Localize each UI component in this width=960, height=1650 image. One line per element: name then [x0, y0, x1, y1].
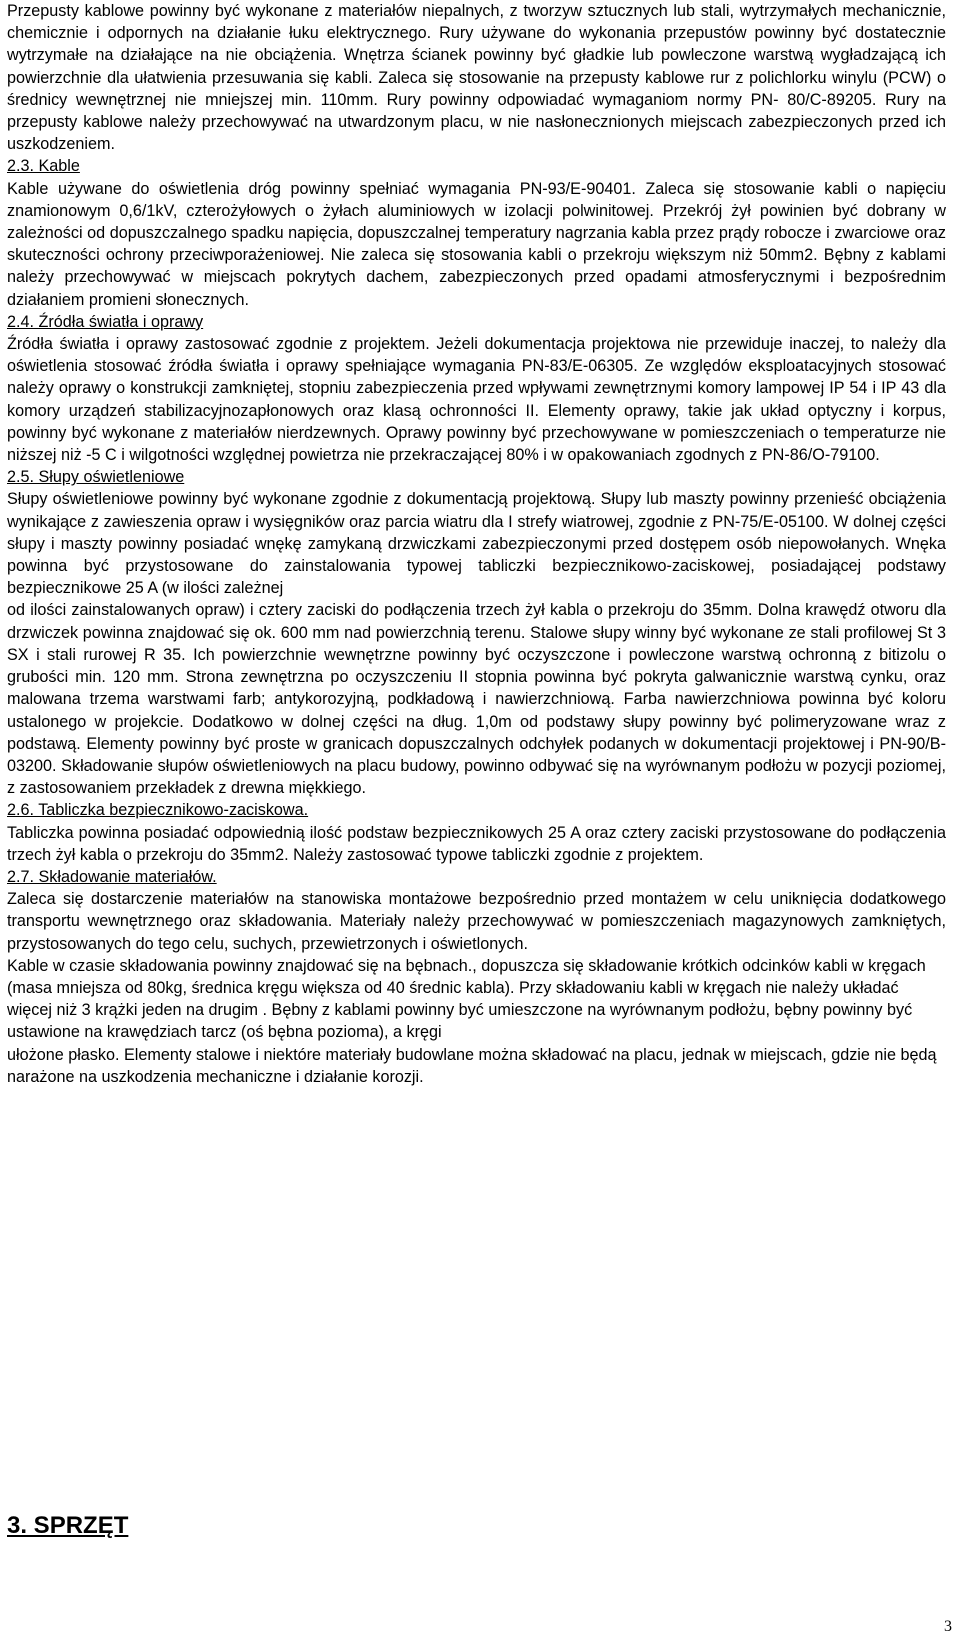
section-heading-kable: 2.3. Kable — [7, 157, 80, 176]
paragraph-skladowanie-2: Kable w czasie składowania powinny znajdować się na bębnach., dopuszcza się składowanie krótkich odcinków kabli w kręgach (masa mniejsza od 80kg, średnica kręgu większa od 40 średnic kabla). Przy składowaniu kabli w kręgach nie należy układać więcej niż 3 krążki jeden na drugim . Bębny z kablami powinny być umieszczone na wyrównanym podłożu, bębny powinny być ustawione na krawędziach tarcz (oś bębna pozioma), a kręgi — [7, 956, 926, 1042]
paragraph-slupy-2: od ilości zainstalowanych opraw) i cztery zaciski do podłączenia trzech żył kabla o przekroju do 35mm. Dolna krawędź otworu dla drzwiczek powinna znajdować się ok. 600 mm nad powierzchnią terenu. Stalowe słupy winny być wykonane ze stali profilowej St 3 SX i stali rurowej R 35. Ich powierzchnie wewnętrzne powinny być oczyszczone i powleczone warstwą ochronną z bitizolu o grubości min. 120 mm. Strona zewnętrzna po oczyszczeniu II stopnia powinna być pokryta galwanicznie warstwą cynku, oraz malowana trzema warstwami farb; antykorozyjną, podkładową i nawierzchniową. Farba nawierzchniowa powinna być koloru ustalonego w projekcie. Dodatkowo w dolnej części na dług. 1,0m od podstawy słupy powinny być polimeryzowane wraz z podstawą. Elementy powinny być proste w granicach dopuszczalnych odchyłek podanych w dokumentacji projektowej i PN-90/B-03200. Składowanie słupów oświetleniowych na placu budowy, powinno odbywać się na wyrównanym podłożu w pozycji poziomej, z zastosowaniem przekładek z drewna miękkiego. — [7, 601, 946, 798]
section-heading-slupy: 2.5. Słupy oświetleniowe — [7, 468, 185, 487]
paragraph-tabliczka: Tabliczka powinna posiadać odpowiednią ilość podstaw bezpiecznikowych 25 A oraz cztery zaciski przystosowane do podłączenia trzech żył kabla o przekroju do 35mm2. Należy zastosować typowe tabliczki zgodnie z projektem. — [7, 823, 946, 864]
document-body — [7, 0, 946, 1088]
paragraph-skladowanie-1: Zaleca się dostarczenie materiałów na stanowiska montażowe bezpośrednio przed montażem w celu uniknięcia dodatkowego transportu wewnętrznego oraz składowania. Materiały należy przechowywać w pomieszczeniach magazynowych zamkniętych, przystosowanych do tego celu, suchych, przewietrzonych i oświetlonych. — [7, 890, 946, 953]
section-heading-tabliczka: 2.6. Tabliczka bezpiecznikowo-zaciskowa. — [7, 801, 309, 820]
chapter-heading: 3. SPRZĘT — [7, 1512, 129, 1539]
page-number: 3 — [944, 1618, 952, 1635]
paragraph-przepusty: Przepusty kablowe powinny być wykonane z materiałów niepalnych, z tworzyw sztucznych lub stali, wytrzymałych mechanicznie, chemicznie i odpornych na działanie łuku elektrycznego. Rury używane do wykonania przepustów powinny być dostatecznie wytrzymałe na działające na nie obciążenia. Wnętrza ścianek powinny być gładkie lub powleczone warstwą wygładzającą ich powierzchnie dla ułatwienia przesuwania się kabli. Zaleca się stosowanie na przepusty kablowe rur z polichlorku winylu (PCW) o średnicy wewnętrznej nie mniejszej min. 110mm. Rury powinny odpowiadać wymaganiom normy PN- 80/C-89205. Rury na przepusty kablowe należy przechowywać na utwardzonym placu, w nie nasłonecznionych miejscach zabezpieczonych przed ich uszkodzeniem. — [7, 2, 946, 154]
paragraph-zrodla-swiatla: Źródła światła i oprawy zastosować zgodnie z projektem. Jeżeli dokumentacja projektowa nie przewiduje inaczej, to należy dla oświetlenia stosować źródła światła i oprawy spełniające wymagania PN-83/E-06305. Ze względów eksploatacyjnych stosować należy oprawy o konstrukcji zamkniętej, stopniu zabezpieczenia przed wpływami zewnętrznymi komory lampowej IP 54 i IP 43 dla komory urządzeń stabilizacyjnozapłonowych oraz klasą ochronności II. Elementy oprawy, takie jak układ optyczny i korpus, powinny być wykonane z materiałów nierdzewnych. Oprawy powinny być przechowywane w pomieszczeniach o temperaturze nie niższej niż -5 C i wilgotności względnej powietrza nie przekraczającej 80% i w opakowaniach zgodnych z PN-86/O-79100. — [7, 335, 946, 465]
paragraph-kable: Kable używane do oświetlenia dróg powinny spełniać wymagania PN-93/E-90401. Zaleca się stosowanie kabli o napięciu znamionowym 0,6/1kV, czterożyłowych o żyłach aluminiowych w izolacji polwinitowej. Przekrój żył powinien być dobrany w zależności od dopuszczalnego spadku napięcia, dopuszczalnej temperatury nagrzania kabla przez prądy robocze i zwarciowe oraz skuteczności ochrony przeciwporażeniowej. Nie zaleca się stosowania kabli o przekroju większym niż 50mm2. Bębny z kablami należy przechowywać w miejscach pokrytych dachem, zabezpieczonych przed opadami atmosferycznymi i bezpośrednim działaniem promieni słonecznych. — [7, 179, 946, 309]
section-heading-zrodla-swiatla: 2.4. Źródła światła i oprawy — [7, 312, 204, 331]
paragraph-slupy-1: Słupy oświetleniowe powinny być wykonane zgodnie z dokumentacją projektową. Słupy lub maszty powinny przenieść obciążenia wynikające z zawieszenia opraw i wysięgników oraz parcia wiatru dla I strefy wiatrowej, zgodnie z PN-75/E-05100. W dolnej części słupy i maszty powinny posiadać wnękę zamykaną drzwiczkami zabezpieczonymi przed dostępem osób niepowołanych. Wnęka powinna być przystosowane do zainstalowania typowej tabliczki bezpiecznikowo-zaciskowej, posiadającej podstawy bezpiecznikowe 25 A (w ilości zależnej — [7, 490, 946, 598]
section-heading-skladowanie: 2.7. Składowanie materiałów. — [7, 867, 217, 886]
paragraph-skladowanie-3: ułożone płasko. Elementy stalowe i niektóre materiały budowlane można składować na placu, jednak w miejscach, gdzie nie będą narażone na uszkodzenia mechaniczne i działanie korozji. — [7, 1045, 937, 1086]
